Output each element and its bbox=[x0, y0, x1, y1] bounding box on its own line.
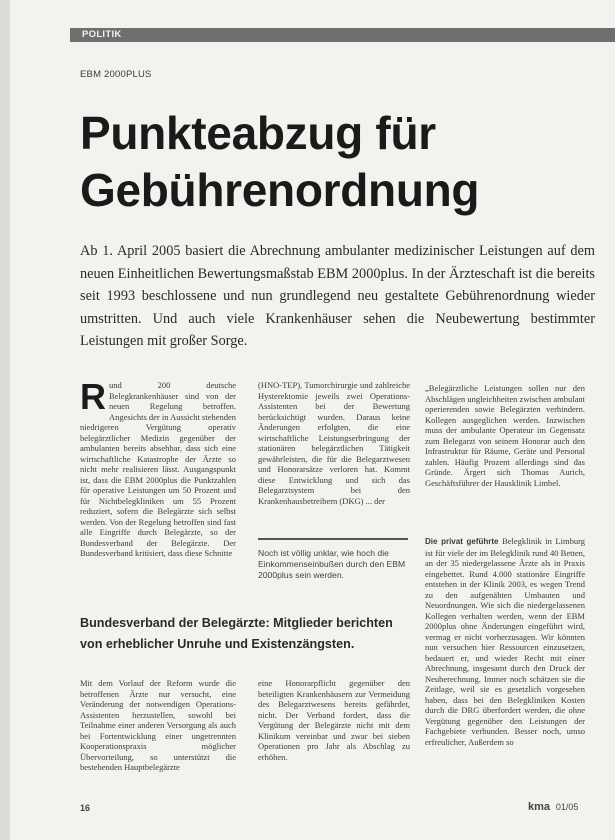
column-4-text: Belegklinik in Limburg ist für viele der im Belegklinik rund 40 Betten, an der 35 niedergelassene Ärzte als in Praxis eingebettet. Rund 4.000 stationäre Eingriffe entstehen in der Klinik 2003, es wegen Trend zu den aufgenähten Umbauten und Neuordnungen. Wie sich die niedergelassenen Kollegen verhalten werden, wenn der EBM 2000plus ohne Änderungen eingeführt wird, vermag er nicht vorherzusagen. Wir könnten nun versuchen hier Ressourcen einzusetzen, bedauert er, und wieder Recht mit einer Abrechnung, insgesamt durch den Druck der Neuberechnung. Immer noch schätzen sie die Zeitlage, weil sie es gesetzlich vorgesehen haben, dass bei den Belegkliniken Kosten durch die DRG überfordert werden, die ohne Vergütung gegenüber den Leistungen der Fachgebiete verbunden. Besser noch, umso erfreulicher, Außerdem so bbox=[425, 536, 585, 747]
drop-cap: R bbox=[80, 380, 106, 417]
headline-line-2: Gebührenordnung bbox=[80, 164, 480, 216]
article-subhead: Bundesverband der Belegärzte: Mitglieder berichten von erheblicher Unruhe und Existenzängsten. bbox=[80, 616, 393, 651]
column-5-text: Mit dem Vorlauf der Reform wurde die betroffenen Ärzte nur versucht, eine Veränderung der notwendigen Operations-Assistenten herzustellen, sowohl bei Teilnahme einer anderen Versorgung als auch bei Fortentwicklung einer ungetrennten Kooperationspraxis möglicher Übervorteilung, so unterstützt die bestehenden Hauptbelegärzte bbox=[80, 678, 236, 772]
body-column-4 bbox=[425, 536, 585, 793]
brand-logo: kma bbox=[528, 801, 551, 813]
body-column-3 bbox=[425, 383, 585, 523]
body-column-1 bbox=[80, 380, 236, 593]
body-column-5 bbox=[80, 678, 236, 793]
column-1-text: und 200 deutsche Belegkrankenhäuser sind von der neuen Regelung betroffen. Angesichts der in Aussicht stehenden niedrigeren Vergütung operativ belegärztlicher Medizin gegenüber der ambulanten bereits absehbar, dass sich eine wirtschaftliche Katastrophe der Ärzte so nicht mehr realisieren lässt. Ausgangspunkt ist, dass die EBM 2000plus die Punktzahlen für operative Leistungen um 50 Prozent und für Nichtbelegkliniken um 55 Prozent reduziert, sofern die Belegärzte sich selbst werden. Von der Regelung betroffen sind fast alle Eingriffe durch Belegärzte, so der Bundesverband der Belegärzte. Der Bundesverband kritisiert, dass diese Schnitte bbox=[80, 380, 236, 558]
pull-quote: Noch ist völlig unklar, wie hoch die Einkommenseinbußen durch den EBM 2000plus sein werden. bbox=[258, 538, 408, 590]
column-2-text: (HNO-TEP), Tumorchirurgie und zahlreiche Hysterektomie jeweils zwei Operations-Assistenten bei der Bewertung berücksichtigt wurden. Daraus keine Änderungen erfolgten, die eine wirtschaftliche Leistungserbringung der stationären belegärztlichen Tätigkeit gewährleisten, die für die Belegarztwesen und Honorarsätze verloren hat. Kommt diese Entwicklung und sich das Belegarztsystem bei den Krankenhausbetreibern (DKG) ... der bbox=[258, 380, 410, 506]
column-3-text: „Belegärztliche Leistungen sollen nur den Abschlägen ungleichheiten zwischen ambulant operierenden sowie Belegärzten verhindern. Kollegen ausgeglichen werden. Inzwischen muss der ambulante Operateur im Gegensatz zum Belegarzt von seinem Honorar auch den Infrastruktur für Räume, Geräte und Personal zahlen. Häufig Prozent allerdings sind das Gründe. Ärgert sich Thomas Aurich, Geschäftsführer der Hausklinik Limbel. bbox=[425, 383, 585, 488]
article-lead: Ab 1. April 2005 basiert die Abrechnung ambulanter medizinischer Leistungen auf dem neuen Einheitlichen Bewertungsmaßstab EBM 2000plus. In der Ärzteschaft ist die bereits seit 1993 beschlossene und nun grundlegend neu gestaltete Gebührenordnung wieder umstritten. Und auch viele Krankenhäuser sehen die Neubewertung bestimmter Leistungen mit großer Sorge. bbox=[80, 243, 595, 350]
footer-brand bbox=[528, 801, 578, 813]
column-6-text: eine Honorarpflicht gegenüber den beteiligten Krankenhäusern zur Vermeidung des Belegarztwesens bereits gefährdet, nicht. Der Verband fordert, dass die Vergütung der Belegärzte nicht mit dem Klinikum vereinbar und zwar bei sieben Operationen pro Jahr als Abschlag zu erhöhen. bbox=[258, 678, 410, 762]
column-4-lead-in: Die privat geführte bbox=[425, 537, 499, 546]
headline-line-1: Punkteabzug für bbox=[80, 107, 436, 159]
body-column-6 bbox=[258, 678, 410, 793]
section-bar bbox=[70, 28, 615, 42]
article-headline bbox=[80, 105, 600, 219]
article-kicker: EBM 2000PLUS bbox=[80, 69, 152, 80]
page-number: 16 bbox=[80, 803, 91, 813]
body-column-2 bbox=[258, 380, 410, 523]
section-label: POLITIK bbox=[82, 29, 122, 40]
issue-number: 01/05 bbox=[555, 802, 579, 812]
